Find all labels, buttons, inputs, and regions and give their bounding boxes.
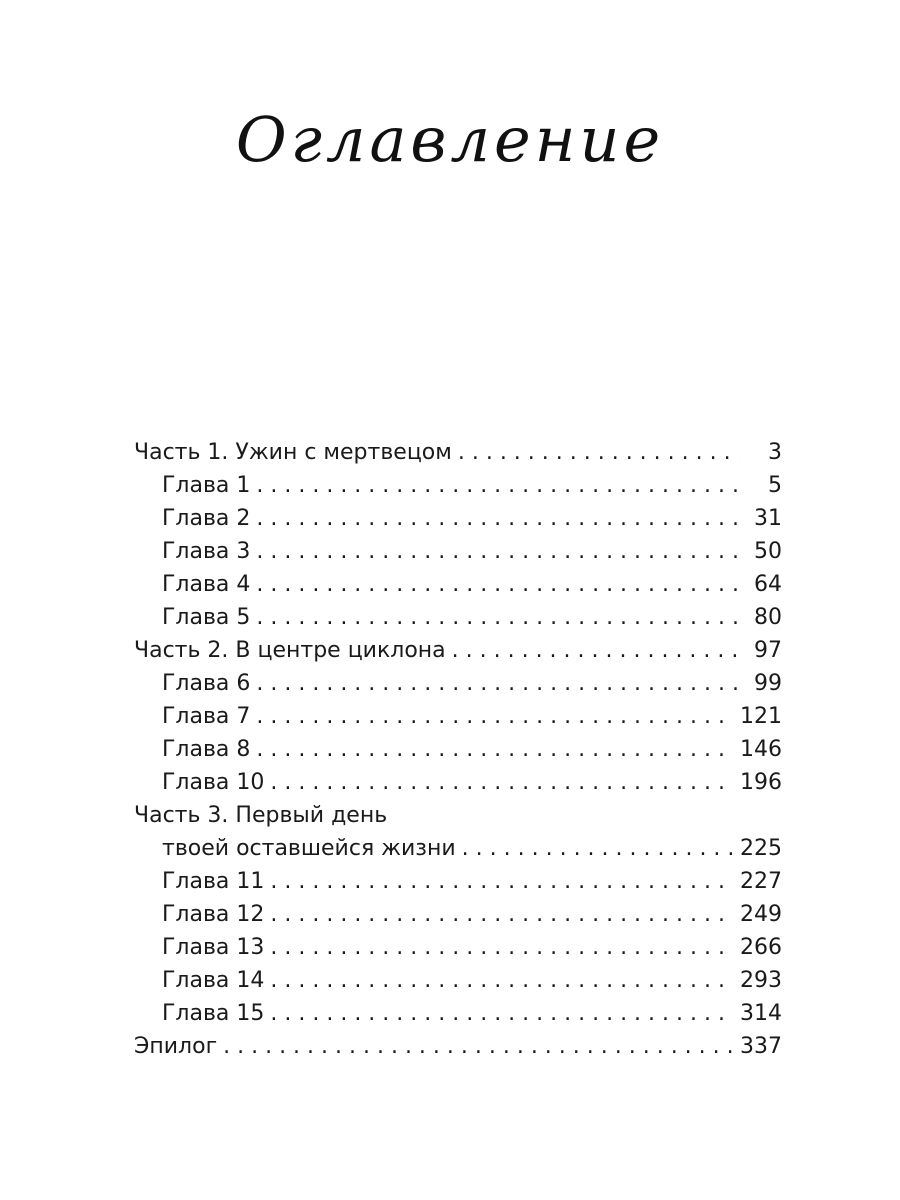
- dot-leader: [270, 997, 734, 1030]
- toc-entry[interactable]: [134, 601, 782, 634]
- toc-entry-title: Часть 2. В центре циклона: [134, 638, 446, 663]
- toc-entry-page: 196: [740, 770, 782, 795]
- toc-entry-title: Глава 1: [162, 473, 251, 498]
- toc-entry[interactable]: [134, 865, 782, 898]
- dot-leader: [270, 865, 734, 898]
- toc-entry[interactable]: [134, 568, 782, 601]
- toc-entry-page: 266: [740, 935, 782, 960]
- dot-leader: [256, 733, 734, 766]
- table-of-contents: [134, 436, 782, 1063]
- toc-entry-page: 99: [754, 671, 782, 696]
- toc-entry[interactable]: [134, 997, 782, 1030]
- toc-entry-page: 314: [740, 1001, 782, 1026]
- toc-entry[interactable]: [134, 700, 782, 733]
- toc-entry-page: 227: [740, 869, 782, 894]
- dot-leader: [256, 601, 740, 634]
- toc-entry-title: Эпилог: [134, 1034, 218, 1059]
- dot-leader: [270, 766, 734, 799]
- toc-entry[interactable]: [134, 733, 782, 766]
- toc-entry[interactable]: [134, 502, 782, 535]
- dot-leader: [256, 700, 734, 733]
- toc-entry[interactable]: [134, 964, 782, 997]
- toc-entry[interactable]: [134, 667, 782, 700]
- toc-entry-page: 146: [740, 737, 782, 762]
- dot-leader: [270, 931, 734, 964]
- toc-entry-page: 249: [740, 902, 782, 927]
- toc-entry-page: 121: [740, 704, 782, 729]
- toc-entry-page: 3: [768, 440, 782, 465]
- toc-entry[interactable]: [134, 634, 782, 667]
- dot-leader: [256, 502, 740, 535]
- toc-entry[interactable]: [134, 436, 782, 469]
- toc-entry-page: 64: [754, 572, 782, 597]
- toc-entry[interactable]: [134, 832, 782, 865]
- toc-entry[interactable]: [134, 766, 782, 799]
- toc-entry[interactable]: [134, 469, 782, 502]
- toc-entry[interactable]: [134, 931, 782, 964]
- toc-entry[interactable]: [134, 898, 782, 931]
- dot-leader: [458, 436, 740, 469]
- toc-entry-title: Часть 1. Ужин с мертвецом: [134, 440, 452, 465]
- dot-leader: [270, 898, 734, 931]
- toc-entry-title: Глава 13: [162, 935, 265, 960]
- dot-leader: [256, 667, 740, 700]
- dot-leader: [223, 1030, 734, 1063]
- toc-entry-title: Глава 6: [162, 671, 251, 696]
- toc-entry-page: 97: [754, 638, 782, 663]
- dot-leader: [270, 964, 734, 997]
- toc-entry-title: Глава 7: [162, 704, 251, 729]
- dot-leader: [256, 535, 740, 568]
- toc-entry-title: Глава 8: [162, 737, 251, 762]
- toc-entry[interactable]: [134, 1030, 782, 1063]
- toc-entry-title: Глава 14: [162, 968, 265, 993]
- toc-entry-page: 293: [740, 968, 782, 993]
- toc-entry-title: Глава 11: [162, 869, 265, 894]
- toc-entry-title: Глава 15: [162, 1001, 265, 1026]
- toc-entry-title: Часть 3. Первый день: [134, 803, 388, 828]
- toc-entry-page: 225: [740, 836, 782, 861]
- toc-entry-page: 80: [754, 605, 782, 630]
- toc-entry[interactable]: [134, 799, 782, 832]
- toc-entry-page: 337: [740, 1034, 782, 1059]
- dot-leader: [256, 469, 740, 502]
- toc-entry-title: Глава 2: [162, 506, 251, 531]
- toc-entry-title: Глава 12: [162, 902, 265, 927]
- toc-entry-title: твоей оставшейся жизни: [162, 836, 456, 861]
- toc-entry[interactable]: [134, 535, 782, 568]
- toc-entry-title: Глава 4: [162, 572, 251, 597]
- toc-entry-title: Глава 3: [162, 539, 251, 564]
- dot-leader: [256, 568, 740, 601]
- toc-entry-page: 31: [754, 506, 782, 531]
- toc-entry-page: 50: [754, 539, 782, 564]
- page-title: Оглавление: [235, 103, 665, 176]
- dot-leader: [452, 634, 740, 667]
- toc-entry-page: 5: [768, 473, 782, 498]
- toc-entry-title: Глава 5: [162, 605, 251, 630]
- toc-entry-title: Глава 10: [162, 770, 265, 795]
- dot-leader: [462, 832, 734, 865]
